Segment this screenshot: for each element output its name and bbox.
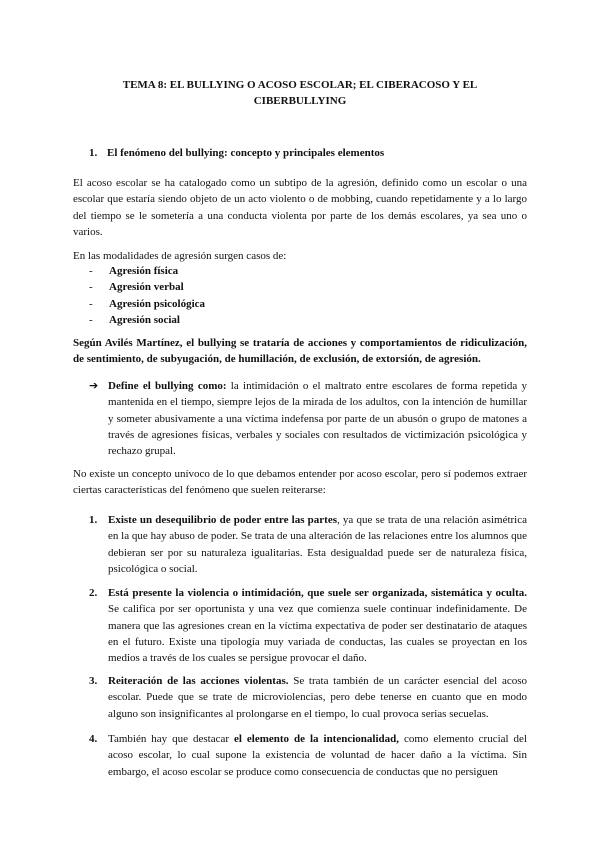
section-title: El fenómeno del bullying: concepto y principales elementos xyxy=(107,147,385,159)
list-item xyxy=(89,263,205,279)
list-dash: - xyxy=(89,281,93,294)
list-item-text: Agresión física xyxy=(109,265,179,277)
title-line-1: TEMA 8: EL BULLYING O ACOSO ESCOLAR; EL CIBERACOSO Y EL xyxy=(122,79,478,91)
list-dash: - xyxy=(89,297,93,310)
item-number: 3. xyxy=(89,675,98,687)
list-item-text: Agresión verbal xyxy=(109,281,184,294)
definition-paragraph xyxy=(108,378,527,459)
item-bold: Está presente la violencia o intimidación, que suele ser organizada, sistemática y oculta. xyxy=(108,587,527,599)
item-bold: Existe un desequilibrio de poder entre las partes xyxy=(108,514,337,526)
item-bold: el elemento de la intencionalidad, xyxy=(234,733,400,745)
list-item-text: Agresión social xyxy=(109,313,180,326)
item-text: Se trata también de un carácter esencial del acoso escolar. Puede que se trate de microviolencias, pero debe tenerse en cuanto que en modo alguno son insignificantes al prolongarse en el tiempo, lo cual provoca serias secuelas. xyxy=(108,675,527,720)
item-text: como elemento crucial del acoso escolar, lo cual supone la existencia de voluntad de hacer daño a la víctima. Sin embargo, el acoso escolar se produce como consecuencia de conductas que no persiguen xyxy=(108,733,528,778)
characteristic-item xyxy=(108,585,527,666)
list-item-text: Agresión psicológica xyxy=(109,297,206,310)
characteristic-item xyxy=(108,731,527,780)
section-number: 1. xyxy=(89,147,98,159)
definition-label: Define el bullying como: xyxy=(108,380,227,392)
item-number: 1. xyxy=(89,514,98,526)
paragraph-aviles: Según Avilés Martínez, el bullying se trataría de acciones y comportamientos de ridiculización, de sentimiento, de subyugación, de humillación, de exclusión, de extorsión, de agresión. xyxy=(73,337,527,366)
list-item xyxy=(89,312,205,328)
section-heading xyxy=(89,145,384,161)
item-number: 2. xyxy=(89,587,98,599)
list-dash: - xyxy=(89,265,93,277)
paragraph-characteristics-intro: No existe un concepto unívoco de lo que debamos entender por acoso escolar, pero sí podemos extraer ciertas características del fenómeno que suelen reiterarse: xyxy=(73,468,527,497)
arrow-right-icon: ➔ xyxy=(89,379,99,392)
list-dash: - xyxy=(89,313,93,326)
paragraph-modalities-intro: En las modalidades de agresión surgen casos de: xyxy=(73,250,287,262)
document-title xyxy=(110,77,490,109)
definition-text: la intimidación o el maltrato entre escolares de forma repetida y mantenida en el tiempo, siempre lejos de la mirada de los adultos, con la intención de humillar y someter abusivamente a una víctima indefensa por parte de un abusón o grupo de matones a través de agresiones físicas, verbales y sociales con resultados de victimización psicológica y rechazo grupal. xyxy=(108,380,527,458)
characteristic-item xyxy=(108,512,527,577)
paragraph-intro: El acoso escolar se ha catalogado como un subtipo de la agresión, definido como un escolar o una escolar que estaría siendo objeto de un acto violento o de mobbing, cuando repetidamente y a lo largo del tiempo se le sometería a una conducta violenta por parte de los demás escolares, ya sea uno o varios. xyxy=(73,177,527,238)
item-text: Se califica por ser oportunista y una vez que comienza suele continuar indefinidamente. De manera que las agresiones crean en la víctima expectativa de poder ser destinatario de ataques en el futuro. Existe una tipología muy variada de conductas, las cuales se proyectan en los medios a través de los cuales se persigue provocar el daño. xyxy=(108,603,527,665)
list-item xyxy=(89,279,205,295)
item-bold: Reiteración de las acciones violentas. xyxy=(108,675,289,687)
list-item xyxy=(89,296,205,312)
item-pre: También hay que destacar xyxy=(108,733,234,745)
modalities-list xyxy=(89,263,205,328)
title-line-2: CIBERBULLYING xyxy=(253,95,347,107)
item-number: 4. xyxy=(89,733,98,745)
characteristic-item xyxy=(108,673,527,722)
item-text: , ya que se trata de una relación asimétrica en la que hay abuso de poder. Se trata de una alteración de las relaciones entre los alumnos que debieran ser por su naturaleza igualitarias. Esta desigualdad puede ser de naturaleza física, psicológica o social. xyxy=(108,514,527,575)
